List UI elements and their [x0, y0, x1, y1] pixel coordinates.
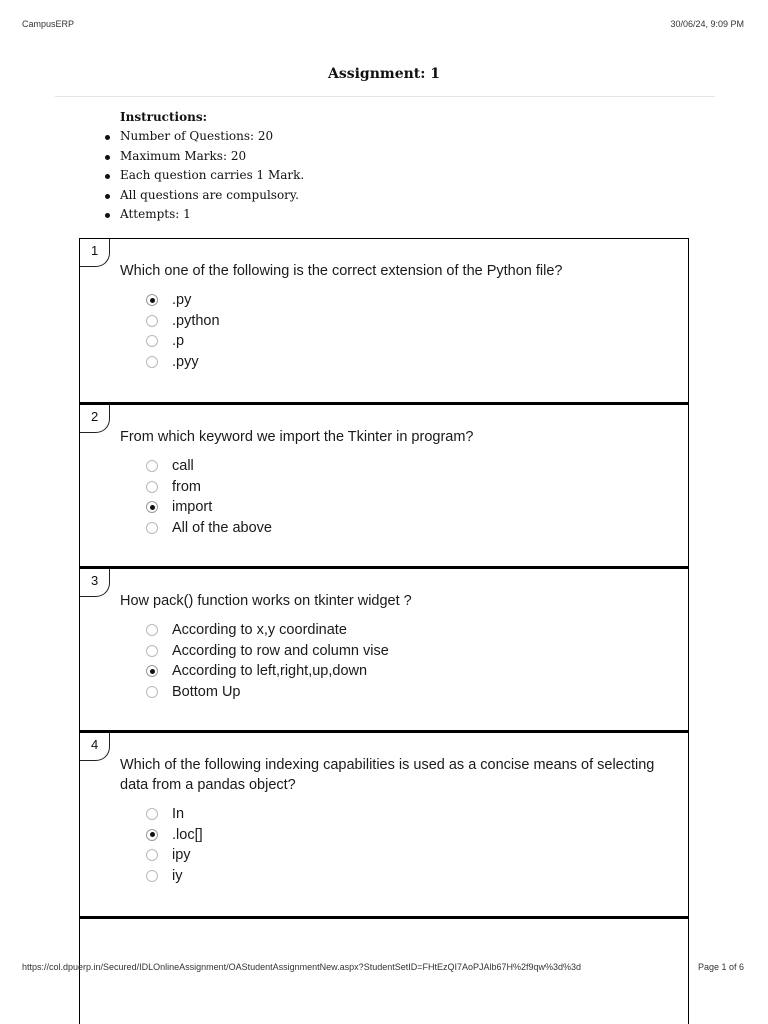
- options-list: [146, 290, 220, 372]
- instruction-item: Number of Questions: 20: [120, 127, 304, 147]
- radio-button[interactable]: [146, 829, 158, 841]
- option-label: import: [172, 499, 213, 515]
- print-header: [22, 19, 744, 33]
- radio-button[interactable]: [146, 501, 158, 513]
- radio-button[interactable]: [146, 335, 158, 347]
- title-divider: [55, 96, 715, 97]
- question-number: 3: [80, 569, 110, 597]
- option[interactable]: [146, 456, 272, 477]
- radio-button[interactable]: [146, 460, 158, 472]
- page-number: Page 1 of 6: [697, 962, 744, 972]
- question-card: [79, 238, 689, 402]
- option-label: from: [172, 478, 201, 495]
- radio-button[interactable]: [146, 808, 158, 820]
- option-label: call: [172, 458, 194, 474]
- option-label: iy: [172, 867, 183, 884]
- option-label: .loc[]: [172, 826, 203, 843]
- question-number: 1: [80, 239, 110, 267]
- site-name: CampusERP: [22, 19, 75, 29]
- option[interactable]: [146, 497, 272, 518]
- radio-button[interactable]: [146, 870, 158, 882]
- option[interactable]: [146, 620, 389, 641]
- option[interactable]: [146, 641, 389, 662]
- option-label: .python: [172, 312, 220, 329]
- instruction-item: Each question carries 1 Mark.: [120, 166, 304, 186]
- radio-button[interactable]: [146, 294, 158, 306]
- question-text: Which one of the following is the correct extension of the Python file?: [120, 263, 563, 279]
- option[interactable]: [146, 661, 389, 682]
- option[interactable]: [146, 518, 272, 539]
- question-card: [79, 730, 689, 916]
- question-text: How pack() function works on tkinter widget ?: [120, 593, 412, 609]
- option[interactable]: [146, 477, 272, 498]
- option[interactable]: [146, 290, 220, 311]
- option[interactable]: [146, 804, 203, 825]
- instruction-item: All questions are compulsory.: [120, 186, 304, 206]
- instruction-item: Attempts: 1: [120, 205, 304, 225]
- question-card: [79, 402, 689, 566]
- option[interactable]: [146, 866, 203, 887]
- instructions-list: [120, 127, 304, 225]
- option[interactable]: [146, 352, 220, 373]
- option[interactable]: [146, 311, 220, 332]
- print-datetime: 30/06/24, 9:09 PM: [670, 19, 744, 29]
- option-label: ipy: [172, 847, 191, 863]
- questions-list: [79, 238, 689, 1024]
- option-label: In: [172, 806, 185, 822]
- options-list: [146, 456, 272, 538]
- radio-button[interactable]: [146, 356, 158, 368]
- radio-button[interactable]: [146, 686, 158, 698]
- question-number: 4: [80, 733, 110, 761]
- option-label: According to x,y coordinate: [172, 622, 347, 638]
- option[interactable]: [146, 845, 203, 866]
- radio-button[interactable]: [146, 665, 158, 677]
- radio-button[interactable]: [146, 315, 158, 327]
- instructions-block: [120, 110, 304, 225]
- print-footer: [22, 962, 744, 976]
- radio-button[interactable]: [146, 849, 158, 861]
- option-label: .p: [172, 333, 185, 349]
- option-label: .pyy: [172, 353, 199, 370]
- option[interactable]: [146, 682, 389, 703]
- option-label: .py: [172, 292, 192, 308]
- radio-button[interactable]: [146, 481, 158, 493]
- question-text: Which of the following indexing capabilities is used as a concise means of selecting data from a pandas object?: [120, 757, 655, 793]
- option-label: According to left,right,up,down: [172, 663, 368, 679]
- question-text: From which keyword we import the Tkinter in program?: [120, 429, 474, 445]
- radio-button[interactable]: [146, 645, 158, 657]
- options-list: [146, 620, 389, 702]
- radio-button[interactable]: [146, 624, 158, 636]
- option-label: All of the above: [172, 519, 272, 536]
- page-url: https://col.dpuerp.in/Secured/IDLOnlineAssignment/OAStudentAssignmentNew.aspx?StudentSetID=FHtEzQI7AoPJAlb67H%2f9qw%3d%3d: [22, 962, 582, 972]
- page-title: Assignment: 1: [327, 66, 441, 82]
- option[interactable]: [146, 331, 220, 352]
- question-number: 2: [80, 405, 110, 433]
- radio-button[interactable]: [146, 522, 158, 534]
- options-list: [146, 804, 203, 886]
- instructions-heading: Instructions:: [120, 110, 208, 124]
- option-label: Bottom Up: [172, 683, 241, 700]
- question-card: [79, 566, 689, 730]
- option-label: According to row and column vise: [172, 642, 389, 659]
- instruction-item: Maximum Marks: 20: [120, 147, 304, 167]
- option[interactable]: [146, 825, 203, 846]
